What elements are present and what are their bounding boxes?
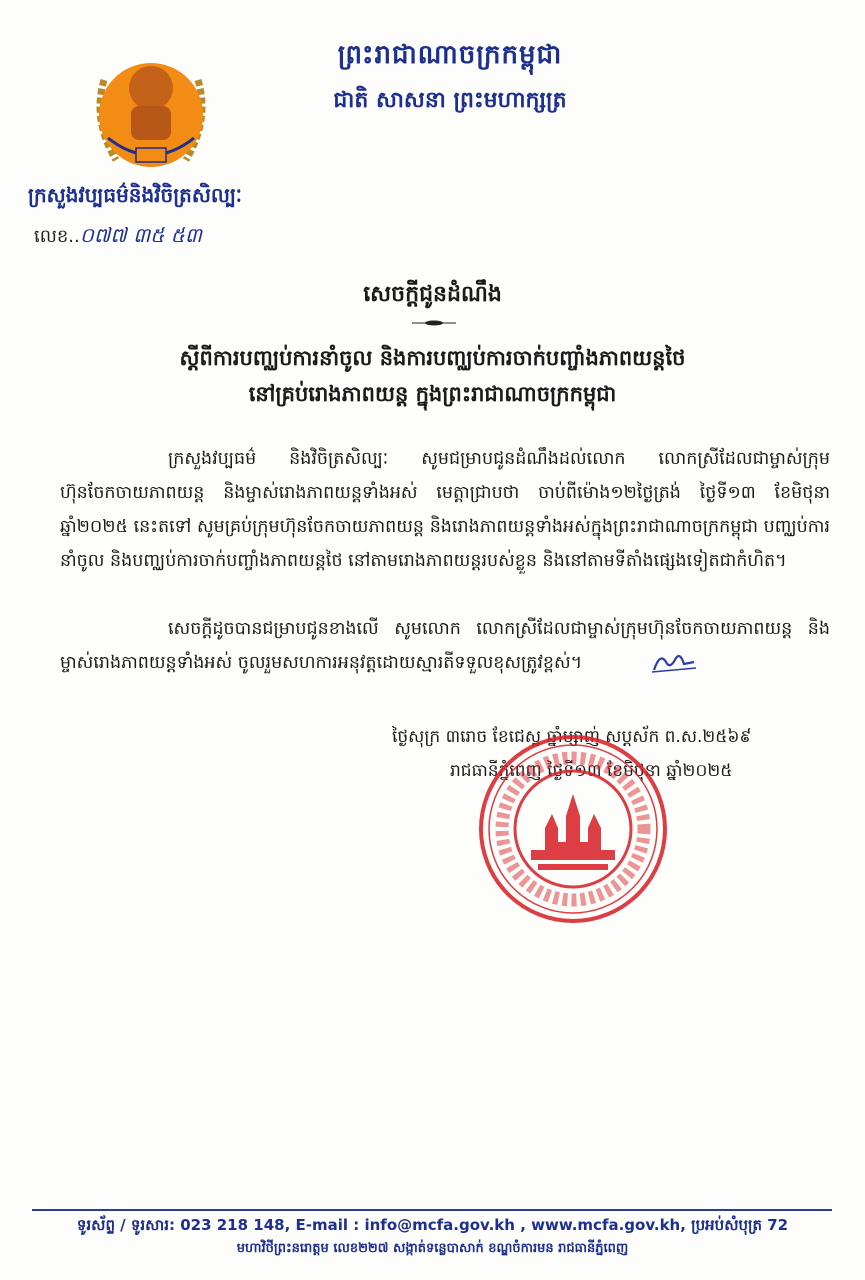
kingdom-heading: ព្រះរាជាណាចក្រកម្ពុជា: [337, 40, 563, 70]
title-divider: [412, 320, 456, 326]
body-paragraph-2: សេចក្តីដូចបានជម្រាបជូនខាងលើ សូមលោក លោកស្រីដែលជាម្ចាស់ក្រុមហ៊ុនចែកចាយភាពយន្ត និងម្ចាស់រោងភាពយន្តទាំងអស់ ចូលរួមសហការអនុវត្តដោយស្មារតីទទួលខុសត្រូវខ្ពស់។: [60, 619, 830, 673]
reference-value: ០៧៧ ៣៥ ៥៣: [79, 223, 202, 247]
email-label: , E-mail :: [284, 1216, 360, 1234]
body-paragraph-1: ក្រសួងវប្បធម៌ និងវិចិត្រសិល្បៈ សូមជម្រាបជូនដំណឹងដល់លោក លោកស្រីដែលជាម្ចាស់ក្រុមហ៊ុនចែកចាយភាពយន្ត និងម្ចាស់រោងភាពយន្តទាំងអស់ មេត្តាជ្រាបថា ចាប់ពីម៉ោង១២ថ្ងៃត្រង់ ថ្ងៃទី១៣ ខែមិថុនា ឆ្នាំ២០២៥ នេះតទៅ សូមគ្រប់ក្រុមហ៊ុនចែកចាយភាពយន្ត និងរោងភាពយន្តទាំងអស់ក្នុងព្រះរាជាណាចក្រកម្ពុជា បញ្ឈប់ការនាំចូល និងបញ្ឈប់ការចាក់បញ្ចាំងភាពយន្តថៃ នៅតាមរោងភាពយន្តរបស់ខ្លួន និងនៅតាមទីតាំងផ្សេងទៀតជាកំហិត។: [60, 449, 830, 571]
signature-initial-icon: [650, 648, 698, 674]
ministry-seal-icon: [476, 732, 670, 926]
pobox-number: 72: [767, 1216, 789, 1234]
reference-number: លេខ..០៧៧ ៣៥ ៥៣: [34, 223, 202, 247]
footer-contact: [0, 1216, 865, 1238]
lunar-date: ថ្ងៃសុក្រ ៣រោច ខែជេស្ឋ ឆ្នាំម្សាញ់ សប្តស័ក ព.ស.២៥៦៩: [392, 727, 752, 747]
pobox-label: ប្រអប់សំបុត្រ: [691, 1216, 762, 1234]
reference-label: លេខ: [34, 226, 69, 247]
contact-email[interactable]: info@mcfa.gov.kh: [364, 1216, 515, 1234]
ministry-emblem-icon: [86, 40, 216, 180]
footer-address: មហាវិថីព្រះនរោត្តម លេខ២២៧ សង្កាត់ទន្លេបាសាក់ ខណ្ឌចំការមន រាជធានីភ្នំពេញ: [236, 1241, 629, 1256]
subject-line-2: នៅគ្រប់រោងភាពយន្ត ក្នុងព្រះរាជាណាចក្រកម្ពុជា: [248, 382, 617, 406]
contact-label: ទូរស័ព្ទ / ទូរសារ:: [76, 1216, 175, 1234]
national-motto: ជាតិ សាសនា ព្រះមហាក្សត្រ: [333, 88, 567, 113]
notice-subject: [60, 340, 805, 412]
notice-title: សេចក្តីជូនដំណឹង: [363, 282, 502, 307]
contact-phone: 023 218 148: [180, 1216, 285, 1234]
solar-date: រាជធានីភ្នំពេញ ថ្ងៃទី១៣ ខែមិថុនា ឆ្នាំ២០២៥: [450, 761, 733, 781]
subject-line-1: ស្តីពីការបញ្ឈប់ការនាំចូល និងការបញ្ឈប់ការចាក់បញ្ចាំងភាពយន្តថៃ: [179, 346, 686, 370]
ministry-name: ក្រសួងវប្បធម៌និងវិចិត្រសិល្បៈ: [28, 183, 243, 207]
footer-divider: [32, 1209, 832, 1211]
contact-website[interactable]: , www.mcfa.gov.kh,: [520, 1216, 686, 1234]
